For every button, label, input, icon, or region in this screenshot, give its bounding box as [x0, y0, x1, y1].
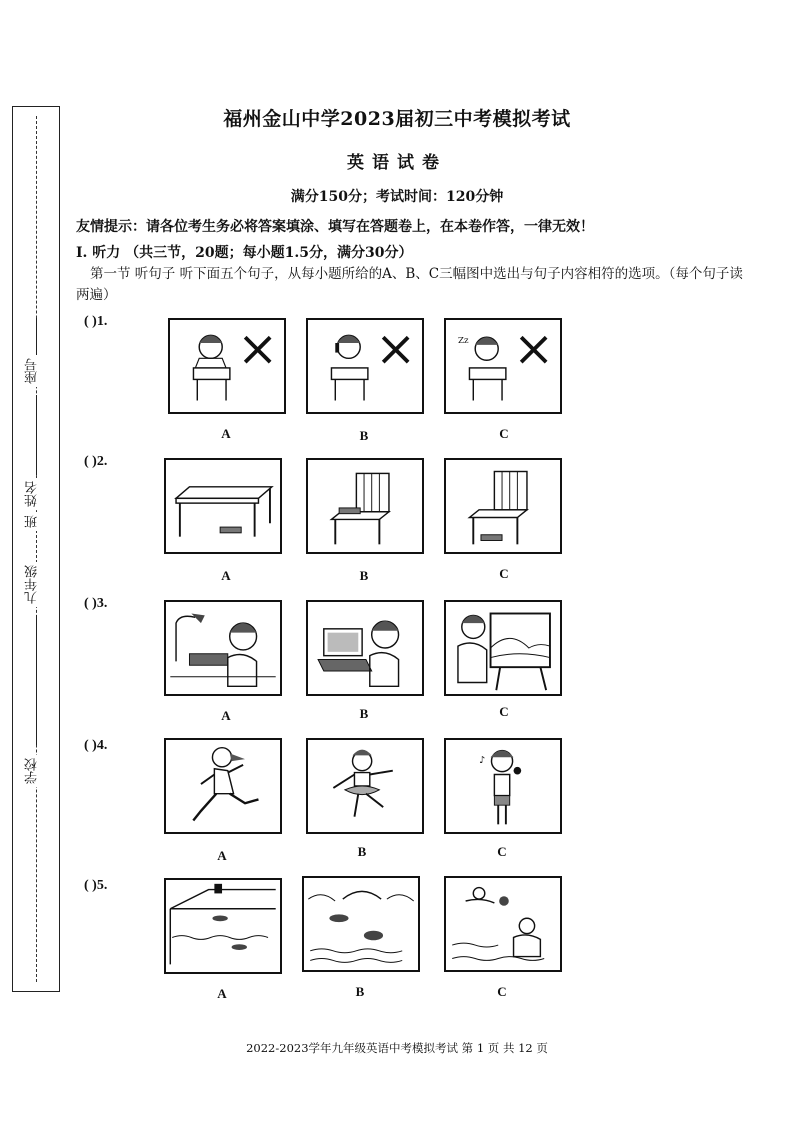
school-label: 学校: [26, 755, 46, 787]
page-footer: 2022-2023学年九年级英语中考模拟考试 第 1 页 共 12 页: [246, 1041, 548, 1055]
class-label: 班: [26, 512, 46, 531]
name-label: 姓名: [26, 478, 46, 510]
option-label: A: [221, 708, 231, 723]
option-label: A: [217, 986, 227, 1001]
picture-boy-eating-desk: [168, 318, 286, 414]
svg-text:♪: ♪: [479, 755, 486, 766]
exam-subtitle: 英语试卷: [347, 153, 447, 173]
seat-label: 座号: [26, 355, 46, 387]
picture-boy-typing-lamp: [164, 600, 282, 696]
binding-dashed-line: [36, 116, 37, 982]
picture-girl-dancing: [306, 738, 424, 834]
option-label: B: [359, 568, 369, 583]
section-title: I. 听力 （共三节，20题；每小题1.5分，满分30分）: [76, 245, 413, 261]
picture-swimming-sea: [444, 876, 562, 972]
picture-boy-phone-desk: [306, 318, 424, 414]
grade-label: 九年级: [26, 562, 46, 607]
option-label: A: [221, 426, 231, 441]
picture-chair-book-on: [306, 458, 424, 554]
picture-swimming-river: [302, 876, 420, 972]
picture-girl-singing: [444, 738, 562, 834]
question-number: ( )5.: [84, 878, 108, 893]
exam-info: 满分150分；考试时间：120分钟: [290, 189, 504, 205]
question-number: ( )2.: [84, 454, 108, 469]
picture-boy-sleeping-desk: [444, 318, 562, 414]
option-label: A: [217, 848, 227, 863]
option-label: C: [499, 566, 509, 581]
option-label: B: [357, 844, 367, 859]
option-label: B: [359, 428, 369, 443]
option-label: C: [497, 844, 507, 859]
section-instruction: 第一节 听句子 听下面五个句子，从每小题所给的A、B、C三幅图中选出与句子内容相符的选项。（每个句子读两遍）: [76, 266, 743, 303]
picture-boy-painting: [444, 600, 562, 696]
question-number: ( )1.: [84, 314, 108, 329]
school-underline: [36, 615, 37, 745]
picture-chair-book-under: [444, 458, 562, 554]
option-label: B: [355, 984, 365, 999]
picture-girl-running: [164, 738, 282, 834]
svg-text:Zz: Zz: [457, 336, 469, 346]
name-underline: [36, 395, 37, 475]
option-label: B: [359, 706, 369, 721]
picture-boy-laptop: [306, 600, 424, 696]
picture-swimming-pool: [164, 878, 282, 974]
friendly-tip: 友情提示：请各位考生务必将答案填涂、填写在答题卷上，在本卷作答，一律无效！: [76, 219, 594, 235]
question-number: ( )4.: [84, 738, 108, 753]
question-number: ( )3.: [84, 596, 108, 611]
exam-title: 福州金山中学2023届初三中考模拟考试: [223, 108, 571, 130]
option-label: C: [497, 984, 507, 999]
picture-table-book-under: [164, 458, 282, 554]
option-label: A: [221, 568, 231, 583]
option-label: C: [499, 426, 509, 441]
option-label: C: [499, 704, 509, 719]
seat-underline: [36, 318, 37, 358]
